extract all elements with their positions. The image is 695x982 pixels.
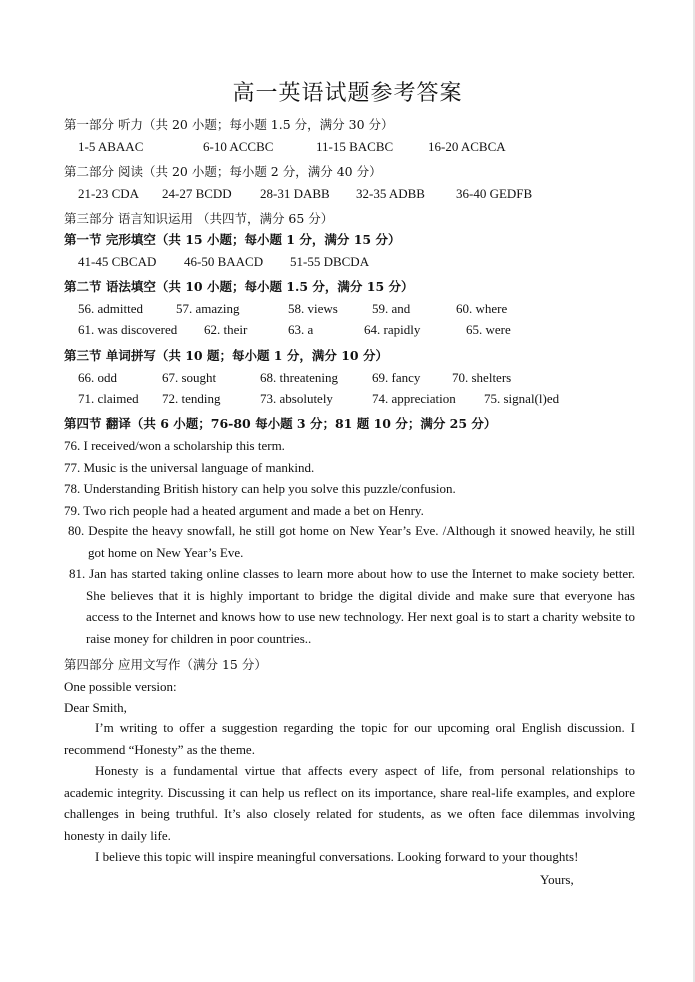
part3-heading: 第三部分 语言知识运用 （共四节，满分 65 分） [64,211,334,226]
answer-group: 41-45 CBCAD [78,254,157,269]
answer-item: 63. a [288,322,314,337]
answer-group: 1-5 ABAAC [78,139,144,154]
answer-group: 11-15 BACBC [316,139,394,154]
translation-80: 80. Despite the heavy snowfall, he still got home on New Year’s Eve. /Although it snowed heavily, he still got home on New Year’s Eve. [68,523,635,560]
answer-item: 75. signal(l)ed [484,391,560,406]
section4-heading: 第四节 翻译（共 6 小题；76-80 每小题 3 分；81 题 10 分；满分 25 分） [64,416,497,431]
answer-item: 61. was discovered [78,322,178,337]
answer-item: 72. tending [162,391,221,406]
section3-heading: 第三节 单词拼写（共 10 题；每小题 1 分，满分 10 分） [64,348,388,363]
part1-heading: 第一部分 听力（共 20 小题；每小题 1.5 分，满分 30 分） [64,117,394,132]
answer-item: 69. fancy [372,370,421,385]
translation-79: 79. Two rich people had a heated argument and made a bet on Henry. [64,503,424,518]
essay-intro: One possible version: [64,679,177,694]
answer-item: 64. rapidly [364,322,421,337]
letter-paragraph-2: Honesty is a fundamental virtue that affects every aspect of life, from personal relationships to academic integrity. Discussing it can help us reflect on its importance, share real-life examples, and explore challenges in being truthful. It’s also closely related for students, as we often face dilemmas involving honesty in daily life. [64,763,635,843]
translation-77: 77. Music is the universal language of mankind. [64,460,315,475]
answer-group: 16-20 ACBCA [428,139,506,154]
answer-item: 66. odd [78,370,117,385]
answer-group: 46-50 BAACD [184,254,264,269]
answer-item: 70. shelters [452,370,512,385]
answer-group: 24-27 BCDD [162,186,232,201]
translation-81: 81. Jan has started taking online classes to learn more about how to use the Internet to make society better. She believes that it is highly important to bridge the digital divide and make sure that everyone has access to the Internet and knows how to use new technology. Her next goal is to start a charity website to raise money for children in poor countries.. [69,566,635,646]
answer-item: 59. and [372,301,411,316]
answer-item: 71. claimed [78,391,139,406]
section1-heading: 第一节 完形填空（共 15 小题；每小题 1 分，满分 15 分） [64,232,401,247]
answer-item: 62. their [204,322,248,337]
answer-item: 74. appreciation [372,391,456,406]
answer-item: 68. threatening [260,370,338,385]
part2-heading: 第二部分 阅读（共 20 小题；每小题 2 分，满分 40 分） [64,164,382,179]
letter-closing: Yours, [540,872,574,887]
letter-paragraph-3: I believe this topic will inspire meaningful conversations. Looking forward to your thoughts! [95,849,579,864]
answer-group: 51-55 DBCDA [290,254,370,269]
answer-item: 67. sought [162,370,217,385]
translation-78: 78. Understanding British history can help you solve this puzzle/confusion. [64,481,456,496]
answer-group: 21-23 CDA [78,186,140,201]
part4-heading: 第四部分 应用文写作（满分 15 分） [64,657,267,672]
answer-group: 28-31 DABB [260,186,330,201]
answer-group: 6-10 ACCBC [203,139,274,154]
translation-76: 76. I received/won a scholarship this term. [64,438,285,453]
answer-item: 56. admitted [78,301,143,316]
answer-item: 65. were [466,322,511,337]
section2-heading: 第二节 语法填空（共 10 小题；每小题 1.5 分，满分 15 分） [64,279,414,294]
answer-item: 60. where [456,301,508,316]
letter-paragraph-1: I’m writing to offer a suggestion regarding the topic for our upcoming oral English discussion. I recommend “Honesty” as the theme. [64,720,635,757]
answer-item: 73. absolutely [260,391,333,406]
letter-greeting: Dear Smith, [64,700,127,715]
answer-item: 57. amazing [176,301,240,316]
answer-group: 32-35 ADBB [356,186,425,201]
answer-group: 36-40 GEDFB [456,186,533,201]
answer-item: 58. views [288,301,338,316]
page-title: 高一英语试题参考答案 [232,81,463,106]
